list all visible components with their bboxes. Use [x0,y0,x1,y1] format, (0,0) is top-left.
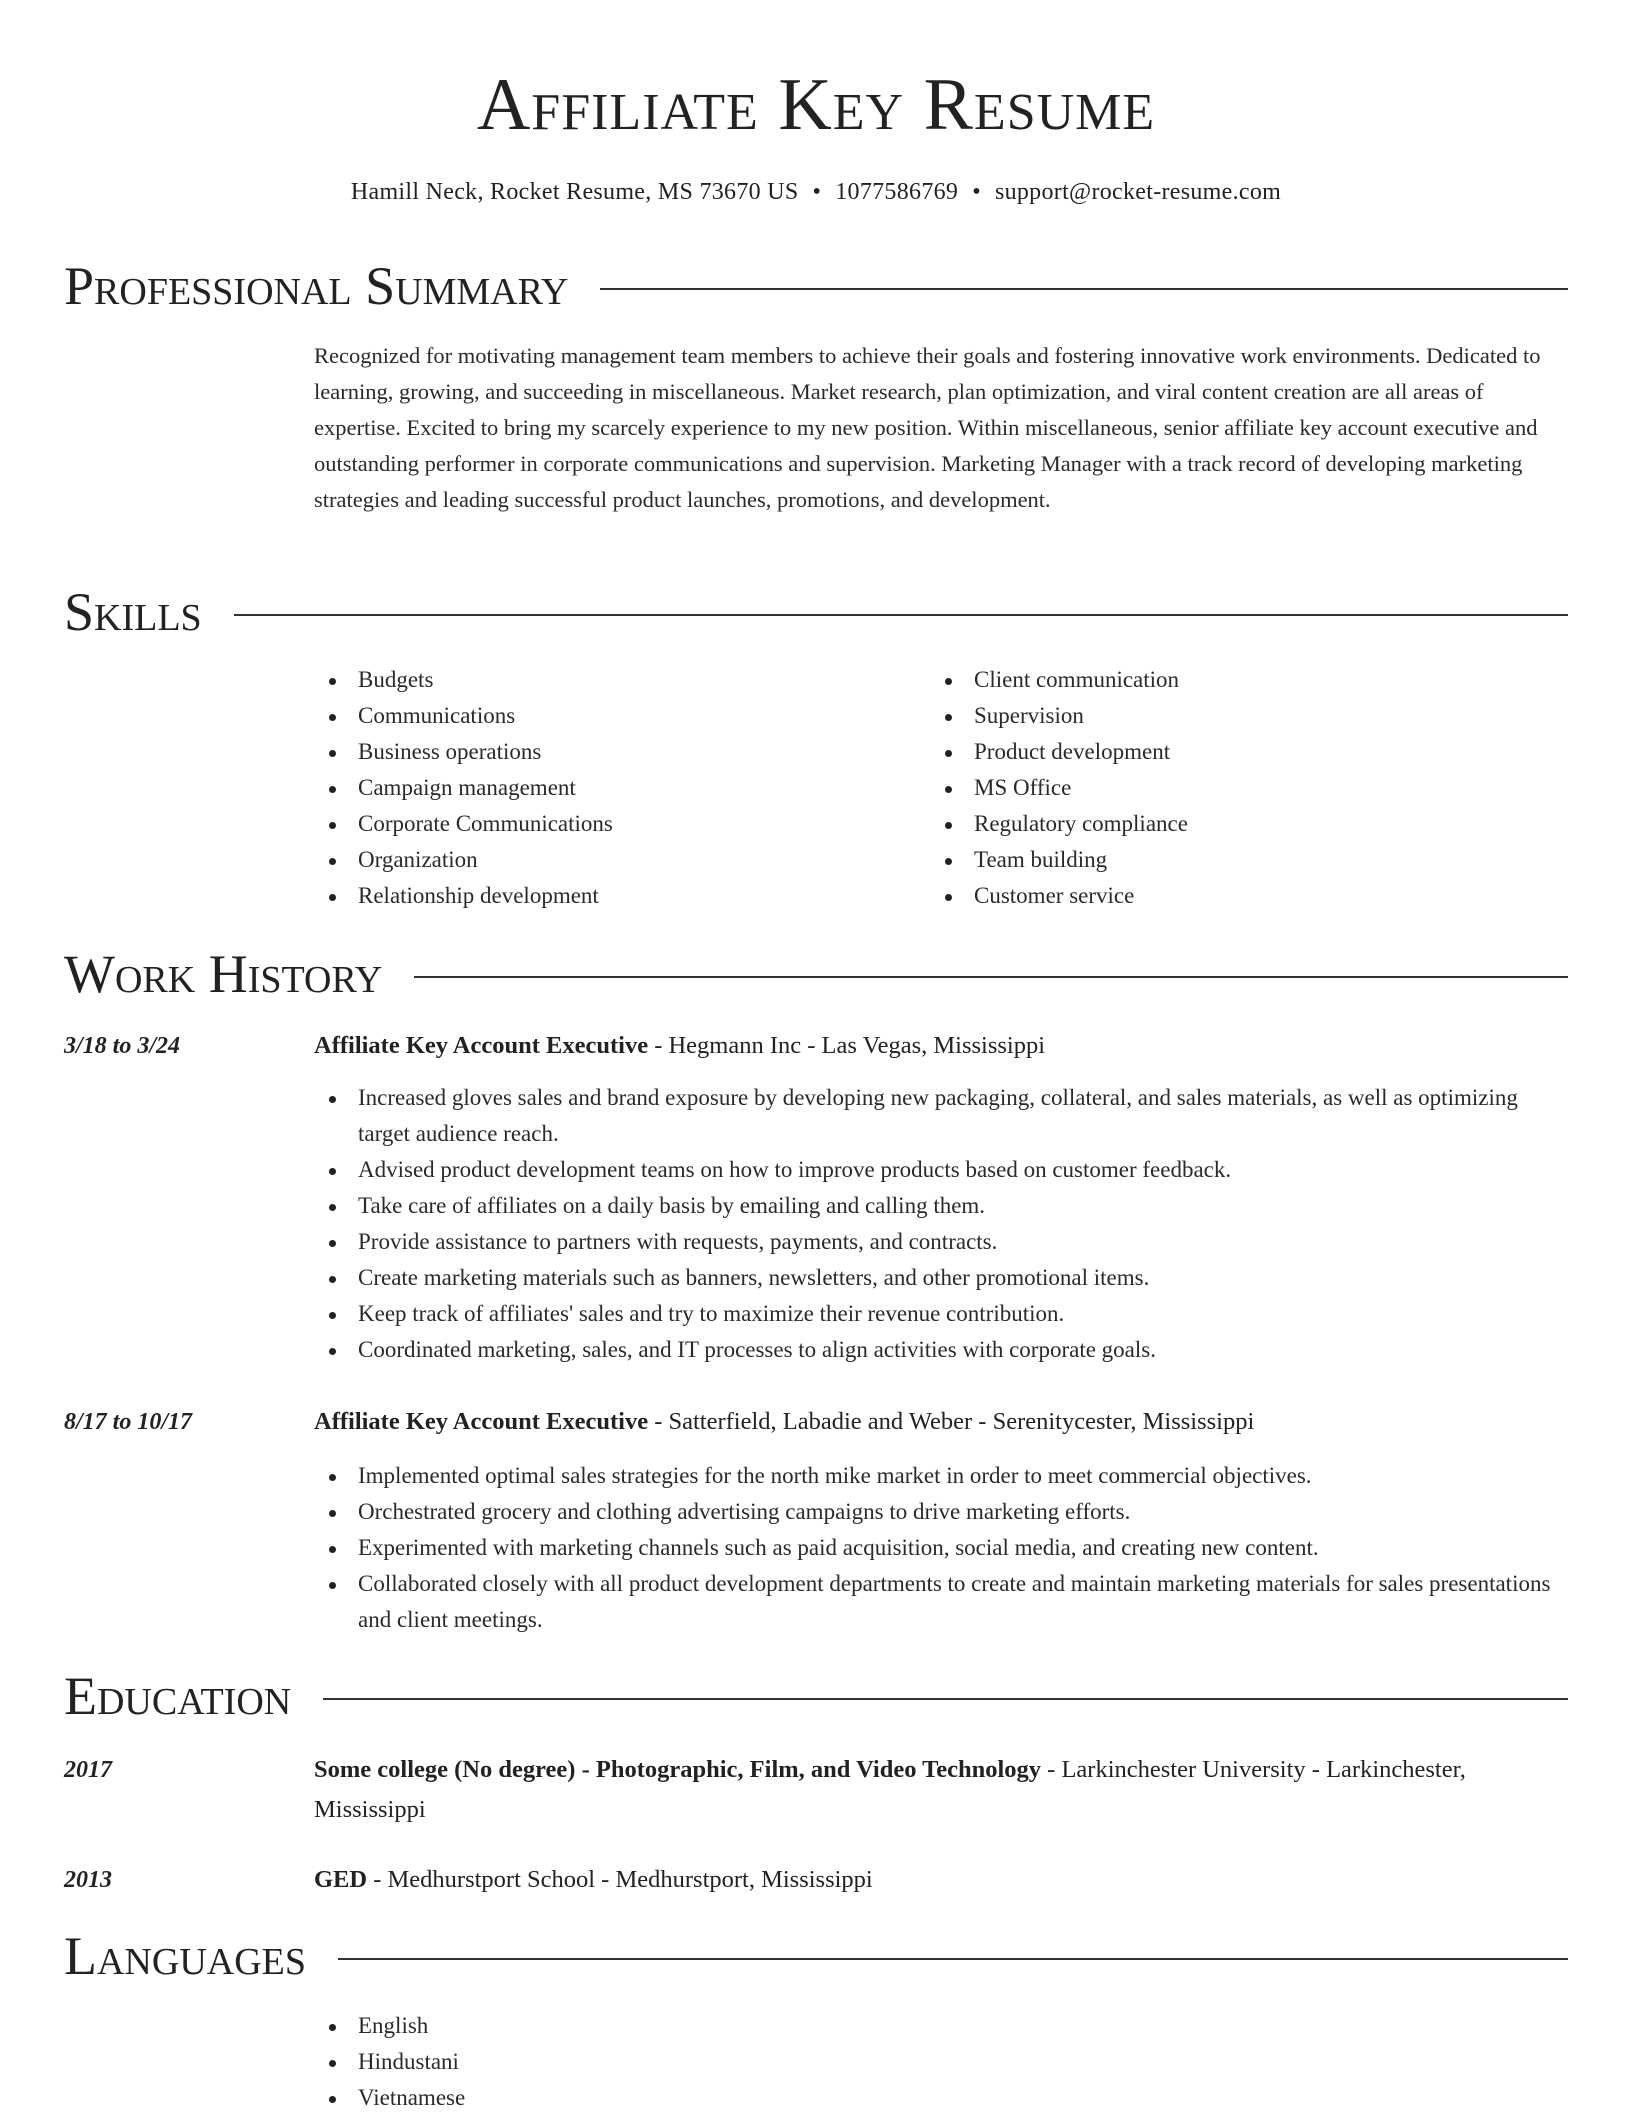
job-bullets [314,1458,1554,1638]
job-title: Affiliate Key Account Executive [314,1408,649,1435]
section-header-summary [64,256,1568,316]
education-school: - Medhurstport School - Medhurstport, Mississippi [367,1866,873,1893]
skill-item: Business operations [314,734,930,770]
skills-list [314,662,1574,914]
contact-email: support@rocket-resume.com [994,179,1282,205]
contact-separator: • [972,179,981,205]
job-details: - Satterfield, Labadie and Weber - Serenitycester, Mississippi [648,1408,1255,1435]
section-header-education [64,1666,1568,1726]
skills-column-left [314,662,930,914]
contact-separator: • [812,179,822,205]
languages-list [314,2008,1554,2116]
education-entry [314,1860,1574,1900]
job-heading [314,1026,1574,1066]
job-title: Affiliate Key Account Executive [314,1032,649,1059]
section-title: Skills [64,582,202,642]
skill-item: Relationship development [314,878,930,914]
skill-item: MS Office [930,770,1546,806]
skill-item: Organization [314,842,930,878]
job-bullet: Provide assistance to partners with requests, payments, and contracts. [314,1224,1554,1260]
education-degree: Some college (No degree) - Photographic, Film, and Video Technology [314,1756,1042,1783]
contact-address: Hamill Neck, Rocket Resume, MS 73670 US [350,179,799,205]
job-bullet: Experimented with marketing channels such as paid acquisition, social media, and creating new content. [314,1530,1554,1566]
section-divider [338,1958,1568,1960]
education-year: 2017 [64,1757,112,1783]
education-school: - Larkinchester University - Larkinchester, Mississippi [314,1756,1466,1823]
job-bullet: Advised product development teams on how to improve products based on customer feedback. [314,1152,1554,1188]
skill-item: Supervision [930,698,1546,734]
resume-title: Affiliate Key Resume [476,64,1156,146]
section-title: Education [64,1666,292,1726]
skill-item: Regulatory compliance [930,806,1546,842]
section-title: Work History [64,944,383,1004]
skill-item: Client communication [930,662,1546,698]
language-item: Vietnamese [314,2080,1554,2116]
job-bullets [314,1080,1554,1368]
skill-item: Campaign management [314,770,930,806]
job-bullet: Increased gloves sales and brand exposure by developing new packaging, collateral, and sales materials, as well as optimizing target audience reach. [314,1080,1554,1152]
language-item: English [314,2008,1554,2044]
job-dates: 8/17 to 10/17 [64,1409,193,1435]
skills-column-right [930,662,1546,914]
section-divider [234,614,1568,616]
skill-item: Product development [930,734,1546,770]
job-heading [314,1402,1574,1442]
job-bullet: Take care of affiliates on a daily basis by emailing and calling them. [314,1188,1554,1224]
job-dates: 3/18 to 3/24 [64,1033,181,1059]
contact-phone: 1077586769 [835,179,959,205]
contact-line [0,176,1632,208]
section-divider [600,288,1568,290]
skill-item: Budgets [314,662,930,698]
job-bullet: Keep track of affiliates' sales and try to maximize their revenue contribution. [314,1296,1554,1332]
skill-item: Corporate Communications [314,806,930,842]
section-title: Professional Summary [64,256,569,316]
section-divider [323,1698,1568,1700]
job-bullet: Create marketing materials such as banners, newsletters, and other promotional items. [314,1260,1554,1296]
job-bullet: Orchestrated grocery and clothing advertising campaigns to drive marketing efforts. [314,1494,1554,1530]
job-bullet: Collaborated closely with all product development departments to create and maintain marketing materials for sales presentations and client meetings. [314,1566,1554,1638]
section-header-skills [64,582,1568,642]
job-details: - Hegmann Inc - Las Vegas, Mississippi [648,1032,1046,1059]
skill-item: Team building [930,842,1546,878]
section-header-work [64,944,1568,1004]
skill-item: Customer service [930,878,1546,914]
job-bullet: Coordinated marketing, sales, and IT processes to align activities with corporate goals. [314,1332,1554,1368]
education-entry [314,1750,1574,1830]
education-year: 2013 [64,1867,112,1893]
education-degree: GED [314,1866,368,1893]
language-item: Hindustani [314,2044,1554,2080]
skill-item: Communications [314,698,930,734]
summary-text: Recognized for motivating management team members to achieve their goals and fostering innovative work environments. Dedicated to learning, growing, and succeeding in miscellaneous. Market research, plan optimization, and viral content creation are all areas of expertise. Excited to bring my scarcely experience to my new position. Within miscellaneous, senior affiliate key account executive and outstanding performer in corporate communications and supervision. Marketing Manager with a track record of developing marketing strategies and leading successful product launches, promotions, and development. [314,343,1541,512]
job-bullet: Implemented optimal sales strategies for the north mike market in order to meet commercial objectives. [314,1458,1554,1494]
section-divider [414,976,1568,978]
section-header-languages [64,1926,1568,1986]
section-title: Languages [64,1926,306,1986]
